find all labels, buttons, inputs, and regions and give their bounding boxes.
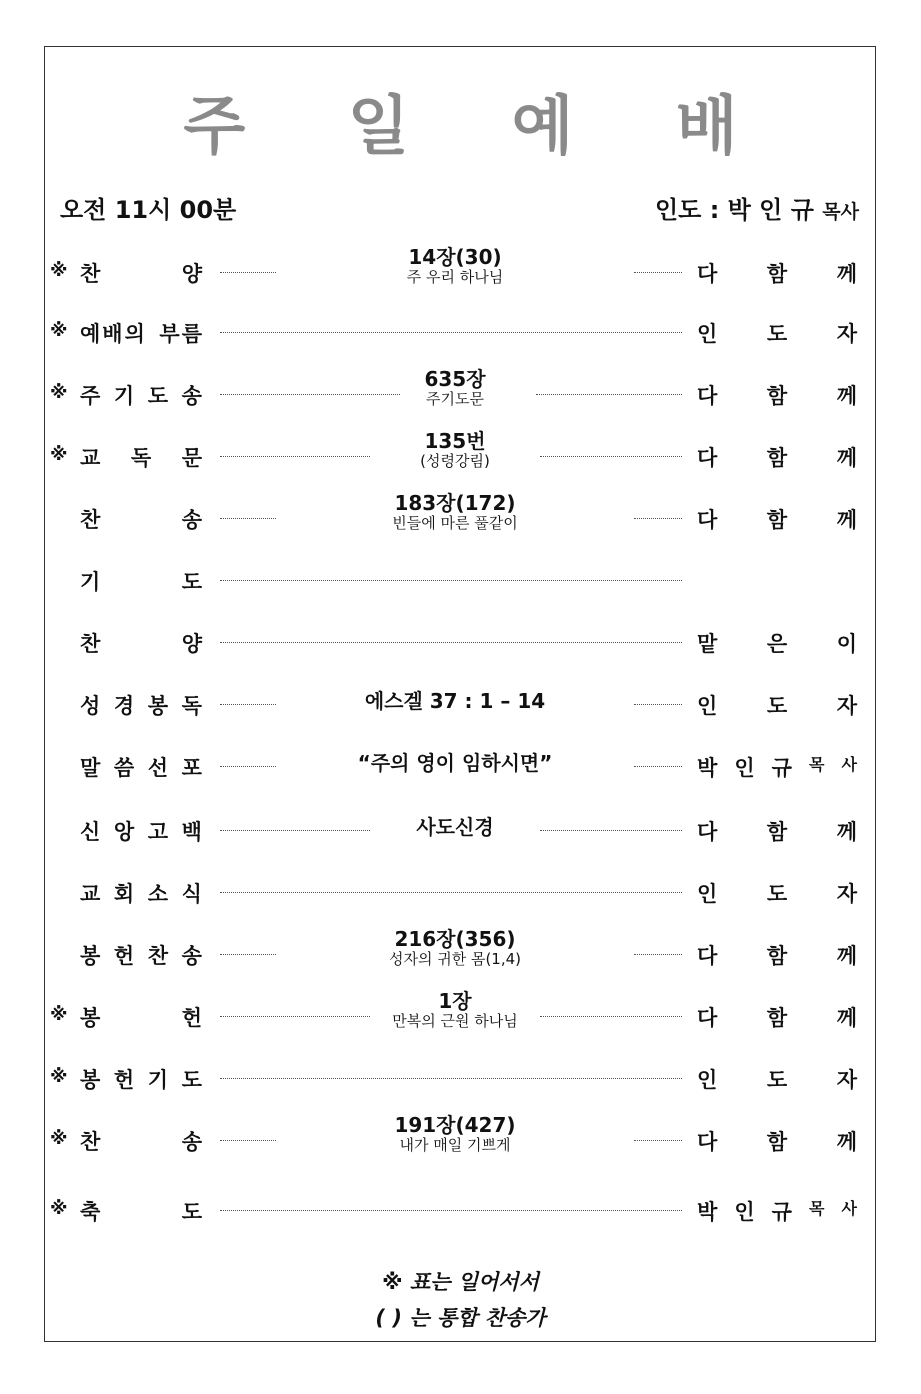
worship-item-label <box>80 1196 204 1226</box>
worship-item-detail <box>290 1114 620 1154</box>
label-char: 다 <box>697 1006 718 1030</box>
worship-item-leader <box>697 690 857 720</box>
standing-mark: ※ <box>50 320 68 341</box>
label-char: 목 <box>808 1199 825 1218</box>
worship-item-leader <box>697 1064 857 1094</box>
worship-row <box>0 870 921 914</box>
label-char: 포 <box>181 756 204 780</box>
label-char: 도 <box>766 322 788 346</box>
worship-row <box>0 491 921 540</box>
worship-item-detail <box>290 368 620 408</box>
label-char: 함 <box>766 384 788 408</box>
worship-row <box>0 429 921 478</box>
dotted-leader <box>220 332 682 333</box>
worship-item-leader <box>697 1196 857 1226</box>
label-char: 목 <box>808 755 825 774</box>
label-char: 기 <box>80 570 103 594</box>
label-char: 자 <box>836 694 857 718</box>
label-char: 께 <box>836 508 857 532</box>
worship-item-leader <box>697 628 857 658</box>
standing-mark: ※ <box>50 1128 68 1149</box>
worship-item-label <box>80 504 204 534</box>
label-char: 교 <box>80 882 103 906</box>
dotted-leader <box>220 642 682 643</box>
label-char: 백 <box>181 820 204 844</box>
worship-item-label <box>80 1002 204 1032</box>
label-char: 회 <box>113 882 137 906</box>
label-char: 봉 <box>80 1006 103 1030</box>
label-char: 맡 <box>697 632 718 656</box>
standing-note: ※ 표는 일어서서 <box>382 1270 539 1294</box>
worship-item-label <box>80 258 204 288</box>
dotted-leader <box>220 704 276 705</box>
label-char: 다 <box>697 384 718 408</box>
standing-mark: ※ <box>50 1198 68 1219</box>
label-char: 도 <box>147 384 171 408</box>
label-char: 박 <box>697 756 718 780</box>
page-title: 주 일 예 배 <box>183 90 778 164</box>
dotted-leader <box>634 766 682 767</box>
label-char: 부름 <box>159 322 204 346</box>
label-char: 송 <box>181 944 204 968</box>
label-char: 인 <box>697 694 718 718</box>
worship-item-leader <box>697 940 857 970</box>
worship-item-label <box>80 878 204 908</box>
dotted-leader <box>220 766 276 767</box>
dotted-leader <box>634 518 682 519</box>
worship-row <box>0 808 921 852</box>
dotted-leader <box>220 1016 370 1017</box>
label-char: 찬 <box>80 632 103 656</box>
detail-main: 에스겔 37 : 1 – 14 <box>364 689 546 713</box>
worship-row <box>0 558 921 602</box>
label-char: 선 <box>147 756 171 780</box>
dotted-leader <box>220 518 276 519</box>
label-char: 함 <box>766 1006 788 1030</box>
detail-sub: 주기도문 <box>426 390 484 408</box>
label-char: 은 <box>766 632 788 656</box>
worship-item-leader <box>697 380 857 410</box>
label-char: 도 <box>766 1068 788 1092</box>
worship-item-detail <box>290 928 620 968</box>
worship-item-leader <box>697 442 857 472</box>
worship-item-leader <box>697 878 857 908</box>
label-char: 사 <box>841 755 857 774</box>
label-char: 자 <box>836 882 857 906</box>
label-char: 다 <box>697 262 718 286</box>
detail-sub: 만복의 근원 하나님 <box>392 1012 518 1030</box>
label-char: 다 <box>697 446 718 470</box>
label-char: 도 <box>181 1068 204 1092</box>
worship-item-leader <box>697 318 857 348</box>
label-char: 독 <box>181 694 204 718</box>
detail-main: 216장(356) <box>394 927 516 951</box>
worship-item-label <box>80 566 204 596</box>
dotted-leader <box>536 394 682 395</box>
label-char: 께 <box>836 446 857 470</box>
worship-item-label <box>80 752 204 782</box>
standing-mark: ※ <box>50 1004 68 1025</box>
label-char: 예배의 <box>80 322 147 346</box>
worship-row <box>0 620 921 664</box>
detail-main: 1장 <box>438 989 472 1013</box>
label-char: 사 <box>841 1199 857 1218</box>
label-char: 주 <box>80 384 103 408</box>
detail-sub: 내가 매일 기쁘게 <box>399 1136 511 1154</box>
detail-sub: (성령강림) <box>420 452 490 470</box>
label-char: 함 <box>766 508 788 532</box>
label-char: 성 <box>80 694 103 718</box>
worship-item-label <box>80 940 204 970</box>
worship-item-detail <box>290 990 620 1030</box>
label-char: 께 <box>836 1006 857 1030</box>
label-char: 인 <box>697 322 718 346</box>
label-char: 다 <box>697 820 718 844</box>
leader-suffix: 목사 <box>822 201 859 223</box>
label-char: 송 <box>181 508 204 532</box>
dotted-leader <box>220 830 370 831</box>
label-char: 께 <box>836 820 857 844</box>
worship-row <box>0 927 921 976</box>
worship-row <box>0 989 921 1038</box>
label-char: 교 <box>80 446 103 470</box>
dotted-leader <box>540 1016 682 1017</box>
label-char: 함 <box>766 944 788 968</box>
label-char: 도 <box>766 882 788 906</box>
label-char: 헌 <box>113 1068 137 1092</box>
label-char: 송 <box>181 1130 204 1154</box>
dotted-leader <box>220 272 276 273</box>
worship-row <box>0 744 921 788</box>
worship-item-detail <box>290 492 620 532</box>
detail-sub: 성자의 귀한 몸(1,4) <box>388 950 522 968</box>
leader-label: 인도 : 박 인 규 <box>654 196 814 224</box>
label-char: 함 <box>766 1130 788 1154</box>
dotted-leader <box>634 704 682 705</box>
label-char: 기 <box>147 1068 171 1092</box>
worship-item-label <box>80 816 204 846</box>
standing-mark: ※ <box>50 444 68 465</box>
dotted-leader <box>220 892 682 893</box>
standing-mark: ※ <box>50 260 68 281</box>
dotted-leader <box>220 394 400 395</box>
label-char: 양 <box>181 632 204 656</box>
dotted-leader <box>220 954 276 955</box>
label-char: 찬 <box>80 1130 103 1154</box>
detail-sub: 주 우리 하나님 <box>406 268 504 286</box>
detail-sub: 빈들에 마른 풀같이 <box>392 514 518 532</box>
worship-item-label <box>80 1126 204 1156</box>
worship-item-detail <box>290 752 620 774</box>
dotted-leader <box>634 954 682 955</box>
label-char: 문 <box>181 446 204 470</box>
dotted-leader <box>220 580 682 581</box>
label-char: 함 <box>766 820 788 844</box>
label-char: 도 <box>181 1200 204 1224</box>
worship-item-label <box>80 380 204 410</box>
label-char: 말 <box>80 756 103 780</box>
label-char: 이 <box>836 632 857 656</box>
detail-main: 635장 <box>424 367 486 391</box>
label-char: 신 <box>80 820 103 844</box>
detail-main: 14장(30) <box>408 245 502 269</box>
label-char: 자 <box>836 322 857 346</box>
dotted-leader <box>220 1140 276 1141</box>
worship-item-leader <box>697 816 857 846</box>
label-char: 도 <box>181 570 204 594</box>
dotted-leader <box>220 1078 682 1079</box>
label-char: 인 <box>697 1068 718 1092</box>
label-char: 함 <box>766 446 788 470</box>
label-char: 양 <box>181 262 204 286</box>
detail-main: 사도신경 <box>416 815 494 839</box>
label-char: 봉 <box>80 944 103 968</box>
worship-item-detail <box>290 816 620 838</box>
label-char: 앙 <box>113 820 137 844</box>
worship-item-leader <box>697 1126 857 1156</box>
detail-main: “주의 영이 임하시면” <box>357 751 553 775</box>
label-char: 다 <box>697 508 718 532</box>
detail-main: 183장(172) <box>394 491 516 515</box>
label-char: 찬 <box>147 944 171 968</box>
service-time: 오전 11시 00분 <box>60 196 237 224</box>
worship-row <box>0 682 921 726</box>
label-char: 다 <box>697 944 718 968</box>
detail-main: 191장(427) <box>394 1113 516 1137</box>
worship-item-detail <box>290 430 620 470</box>
label-char: 헌 <box>181 1006 204 1030</box>
label-char: 다 <box>697 1130 718 1154</box>
label-char: 기 <box>113 384 137 408</box>
label-char: 인 <box>697 882 718 906</box>
dotted-leader <box>220 1210 682 1211</box>
worship-item-detail <box>290 690 620 712</box>
label-char: 께 <box>836 944 857 968</box>
worship-row <box>0 1188 921 1232</box>
dotted-leader <box>540 830 682 831</box>
label-char: 함 <box>766 262 788 286</box>
service-leader <box>655 190 859 225</box>
worship-item-detail <box>290 246 620 286</box>
label-char: 축 <box>80 1200 103 1224</box>
label-char: 헌 <box>113 944 137 968</box>
worship-row <box>0 1113 921 1162</box>
label-char: 께 <box>836 1130 857 1154</box>
label-char: 봉 <box>80 1068 103 1092</box>
standing-mark: ※ <box>50 1066 68 1087</box>
dotted-leader <box>634 272 682 273</box>
label-char: 경 <box>113 694 137 718</box>
label-char: 인 <box>734 756 755 780</box>
label-char: 자 <box>836 1068 857 1092</box>
worship-item-label <box>80 1064 204 1094</box>
label-char: 께 <box>836 262 857 286</box>
label-char: 찬 <box>80 508 103 532</box>
label-char: 도 <box>766 694 788 718</box>
worship-item-leader <box>697 258 857 288</box>
worship-item-label <box>80 628 204 658</box>
detail-main: 135번 <box>424 429 486 453</box>
hymnal-note: ( ) 는 통합 찬송가 <box>375 1306 546 1330</box>
label-char: 식 <box>181 882 204 906</box>
label-char: 찬 <box>80 262 103 286</box>
label-char: 봉 <box>147 694 171 718</box>
worship-item-leader <box>697 504 857 534</box>
worship-row <box>0 367 921 416</box>
worship-row <box>0 245 921 294</box>
label-char: 인 <box>734 1200 755 1224</box>
worship-item-leader <box>697 752 857 782</box>
label-char: 독 <box>130 446 154 470</box>
label-char: 씀 <box>113 756 137 780</box>
worship-item-label <box>80 318 204 348</box>
label-char: 박 <box>697 1200 718 1224</box>
dotted-leader <box>634 1140 682 1141</box>
dotted-leader <box>540 456 682 457</box>
worship-row <box>0 1056 921 1100</box>
standing-mark: ※ <box>50 382 68 403</box>
label-char: 규 <box>771 756 792 780</box>
worship-item-leader <box>697 1002 857 1032</box>
worship-item-label <box>80 442 204 472</box>
dotted-leader <box>220 456 370 457</box>
label-char: 께 <box>836 384 857 408</box>
worship-item-label <box>80 690 204 720</box>
label-char: 규 <box>771 1200 792 1224</box>
worship-row <box>0 310 921 354</box>
label-char: 소 <box>147 882 171 906</box>
label-char: 송 <box>181 384 204 408</box>
label-char: 고 <box>147 820 171 844</box>
